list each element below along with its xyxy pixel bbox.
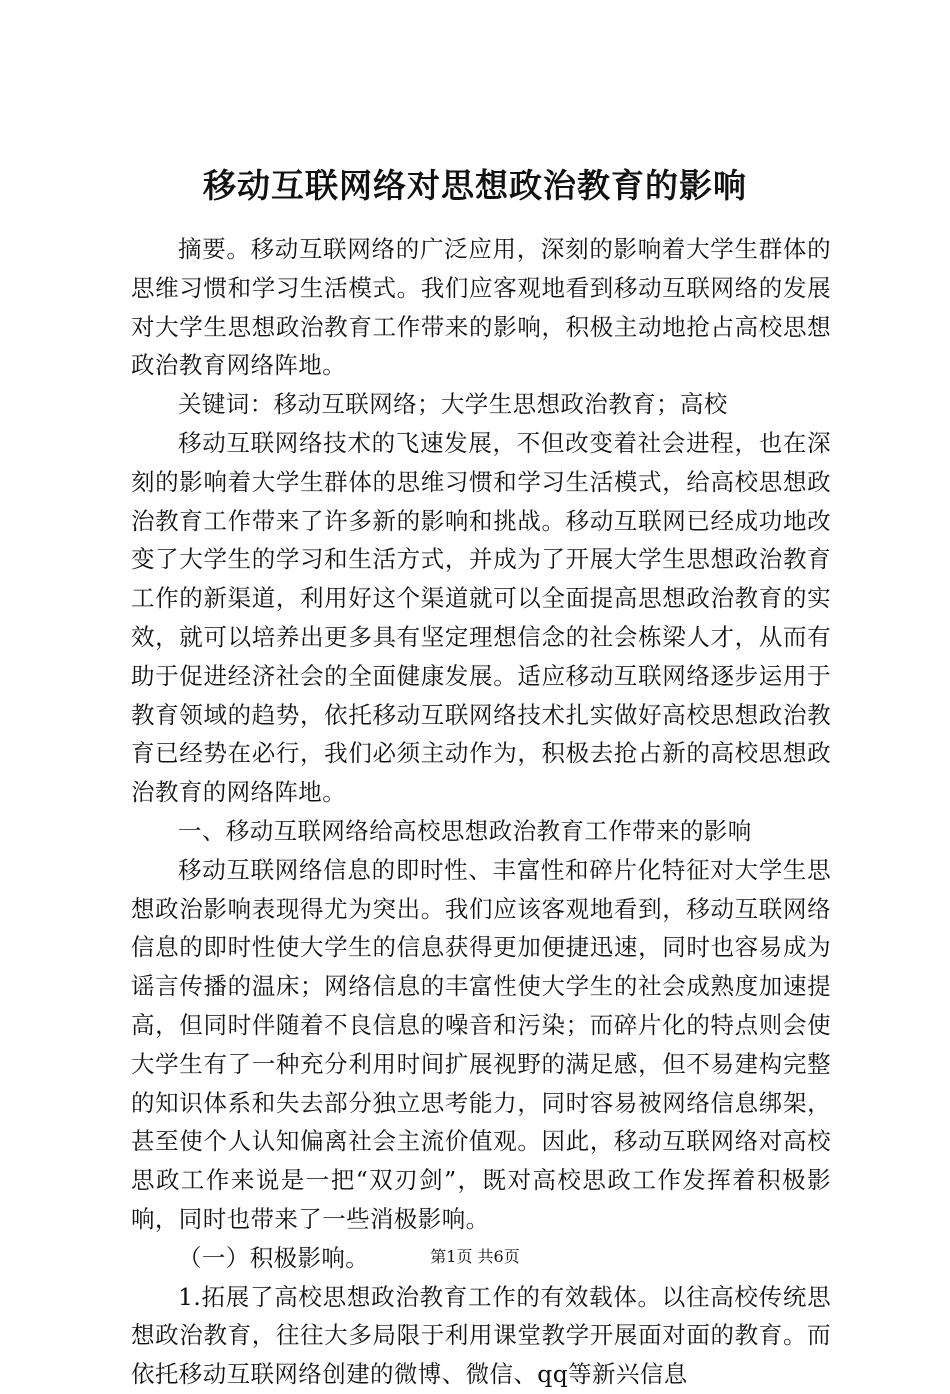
document-body [131, 230, 831, 1394]
body-paragraph: 移动互联网络信息的即时性、丰富性和碎片化特征对大学生思想政治影响表现得尤为突出。我们应该客观地看到，移动互联网络信息的即时性使大学生的信息获得更加便捷迅速，同时也容易成为谣言传播的温床；网络信息的丰富性使大学生的社会成熟度加速提高，但同时伴随着不良信息的噪音和污染；而碎片化的特点则会使大学生有了一种充分利用时间扩展视野的满足感，但不易建构完整的知识体系和失去部分独立思考能力，同时容易被网络信息绑架，甚至使个人认知偏离社会主流价值观。因此，移动互联网络对高校思政工作来说是一把“双刃剑”，既对高校思政工作发挥着积极影响，同时也带来了一些消极影响。 [131, 855, 831, 1233]
body-paragraph: 1.拓展了高校思想政治教育工作的有效载体。以往高校传统思想政治教育，往往大多局限于利用课堂教学开展面对面的教育。而依托移动互联网络创建的微博、微信、qq等新兴信息 [131, 1282, 831, 1389]
document-title: 移动互联网络对思想政治教育的影响 [203, 166, 747, 205]
keywords-paragraph: 关键词：移动互联网络；大学生思想政治教育；高校 [178, 390, 728, 419]
section-heading: 一、移动互联网络给高校思想政治教育工作带来的影响 [178, 816, 752, 845]
subsection-heading: （一）积极影响。 [178, 1243, 370, 1272]
abstract-paragraph: 摘要。移动互联网络的广泛应用，深刻的影响着大学生群体的思维习惯和学习生活模式。我们应客观地看到移动互联网络的发展对大学生思想政治教育工作带来的影响，积极主动地抢占高校思想政治教育网络阵地。 [131, 235, 831, 380]
page-footer: 第1页 共6页 [430, 1247, 520, 1266]
intro-paragraph: 移动互联网络技术的飞速发展，不但改变着社会进程，也在深刻的影响着大学生群体的思维习惯和学习生活模式，给高校思想政治教育工作带来了许多新的影响和挑战。移动互联网已经成功地改变了大学生的学习和生活方式，并成为了开展大学生思想政治教育工作的新渠道，利用好这个渠道就可以全面提高思想政治教育的实效，就可以培养出更多具有坚定理想信念的社会栋梁人才，从而有助于促进经济社会的全面健康发展。适应移动互联网络逐步运用于教育领域的趋势，依托移动互联网络技术扎实做好高校思想政治教育已经势在必行，我们必须主动作为，积极去抢占新的高校思想政治教育的网络阵地。 [131, 428, 831, 807]
